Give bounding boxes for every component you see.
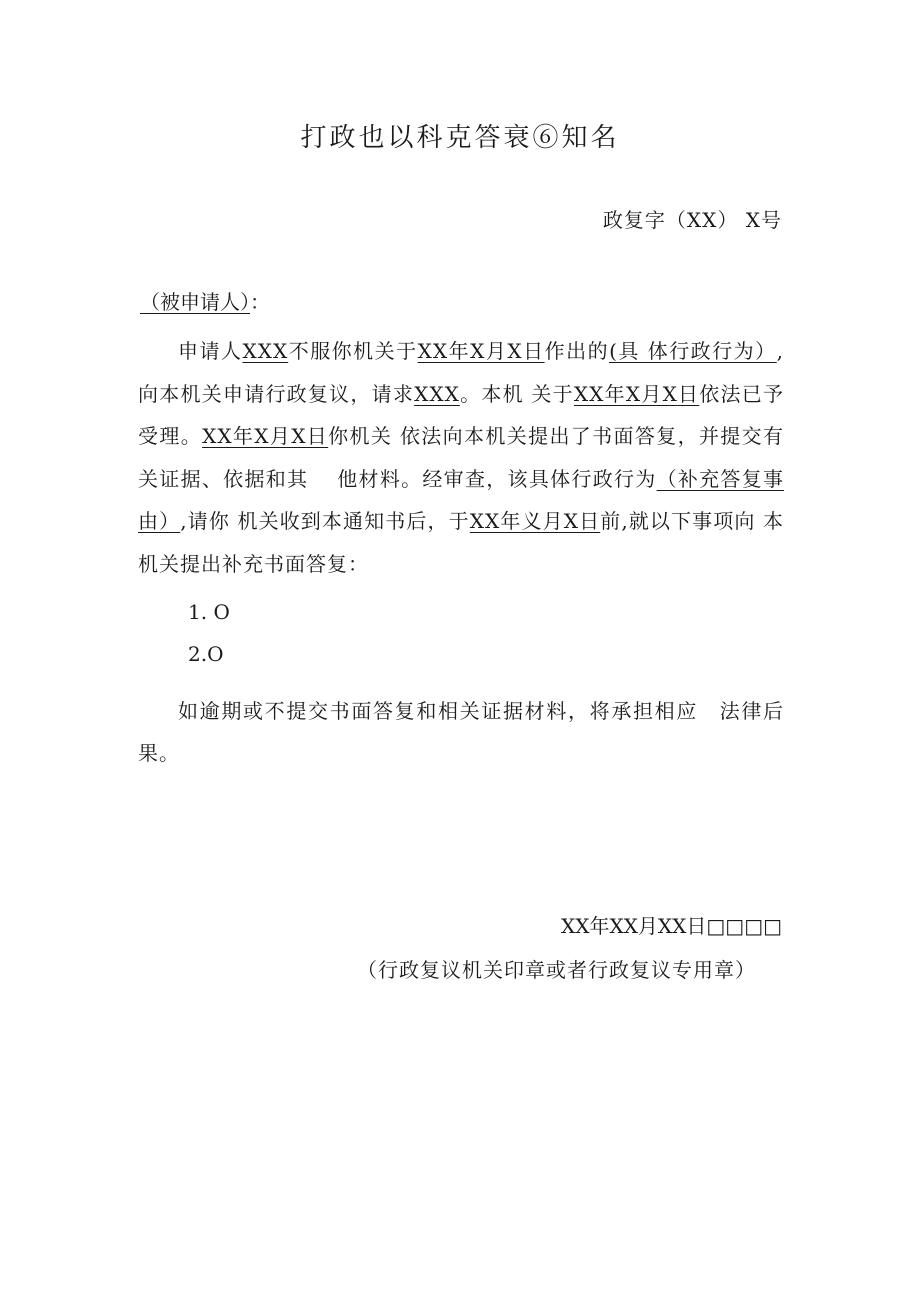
- accept-date-part: 日: [677, 381, 700, 406]
- applicant-name: XXX: [242, 339, 289, 363]
- addressee-colon: ：: [250, 290, 270, 314]
- list-item: 1. O: [188, 600, 230, 624]
- addressee: （被申请人）: [140, 290, 250, 314]
- accept-date-part: XX年X月X: [573, 381, 678, 406]
- body-text: 作出的: [544, 339, 610, 363]
- action-date: XX年X月X日: [417, 339, 545, 363]
- closing-paragraph: 如逾期或不提交书面答复和相关证据材料，将承担相应 法律后果。: [138, 699, 784, 765]
- body-text: 依法已予受理。: [138, 381, 785, 448]
- document-number: 政复字（XX） X号: [602, 208, 782, 232]
- body-text: 不服你机关于: [288, 339, 418, 363]
- body-text: 申请人: [178, 339, 243, 363]
- body-text: ,请你 机关收到本通知书后，于: [180, 509, 470, 533]
- accept-date: [574, 382, 699, 406]
- body-text: 前,就以下事项向 本机关提出补充书面答复：: [138, 509, 785, 576]
- list-item: 2.O: [188, 642, 224, 666]
- body-text: ,向本机关申请行政复议，请求: [138, 339, 785, 406]
- supplement-reason: （补充答复事由）: [138, 466, 785, 533]
- issue-date: XX年XX月XX日□□□□: [560, 914, 782, 938]
- body-text: 你机关 依法向本机关提出了书面答复，并提交有关证据、依据和其 他材料。经审查，该具体行政行为: [138, 424, 785, 491]
- reply-date: XX年X月X日: [202, 424, 329, 448]
- addressee-line: [140, 286, 270, 318]
- deadline-date: XX年义月X日: [469, 509, 601, 533]
- notice-body: [138, 330, 784, 585]
- body-text: 。本机 关于: [459, 381, 574, 406]
- specific-action: (具 体行政行为）: [609, 339, 777, 363]
- document-title: 打政也以科克答衰⑥知名: [300, 123, 620, 153]
- seal-note: （行政复议机关印章或者行政复议专用章）: [357, 958, 756, 982]
- review-request: XXX: [414, 381, 460, 406]
